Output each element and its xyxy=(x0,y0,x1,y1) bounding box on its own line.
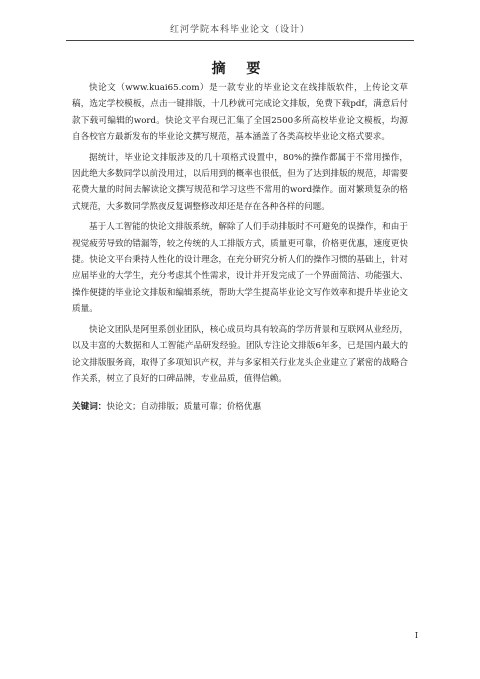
abstract-body xyxy=(72,80,408,415)
paragraph-4: 快论文团队是阿里系创业团队，核心成员均具有较高的学历背景和互联网从业经历，以及丰富的大数据和人工智能产品研发经验。团队专注论文排版6年多，已是国内最大的论文排版服务商，取得了多项知识产权，并与多家相关行业龙头企业建立了紧密的战略合作关系，树立了良好的口碑品牌，专业品质，值得信赖。 xyxy=(72,324,408,384)
paragraph-2: 据统计，毕业论文排版涉及的几十项格式设置中，80%的操作都属于不常用操作，因此绝大多数同学以前没用过，以后用到的概率也很低，但为了达到排版的规范，却需要花费大量的时间去解读论文撰写规范和学习这些不常用的word操作。面对繁琐复杂的格式规范，大多数同学熬夜反复调整修改却还是存在各种各样的问题。 xyxy=(72,152,408,212)
header-divider xyxy=(66,40,414,41)
keywords-text: 快论文；自动排版；质量可靠；价格优惠 xyxy=(106,402,262,413)
running-header: 红河学院本科毕业论文（设计） xyxy=(169,25,310,35)
keywords-line xyxy=(72,399,408,415)
paragraph-3: 基于人工智能的快论文排版系统，解除了人们手动排版时不可避免的误操作，和由于视觉疲劳导致的错漏等，较之传统的人工排版方式，质量更可靠，价格更优惠，速度更快捷。快论文平台秉持人性化的设计理念，在充分研究分析人们的操作习惯的基础上，针对应届毕业的大学生，充分考虑其个性需求，设计并开发完成了一个界面简洁、功能强大、操作便捷的毕业论文排版和编辑系统，帮助大学生提高毕业论文写作效率和提升毕业论文质量。 xyxy=(72,222,408,315)
keywords-label: 关键词： xyxy=(72,402,107,413)
page-number: I xyxy=(414,631,418,640)
paragraph-1: 快论文（www.kuai65.com）是一款专业的毕业论文在线排版软件，上传论文草稿，选定学校模板，点击一键排版，十几秒就可完成论文排版，免费下载pdf，满意后付款下载可编辑的word。快论文平台现已汇集了全国2500多所高校毕业论文模板，均源自各校官方最新发布的毕业论文撰写规范，基本涵盖了各类高校毕业论文格式要求。 xyxy=(72,83,408,143)
abstract-heading: 摘 要 xyxy=(211,61,269,77)
